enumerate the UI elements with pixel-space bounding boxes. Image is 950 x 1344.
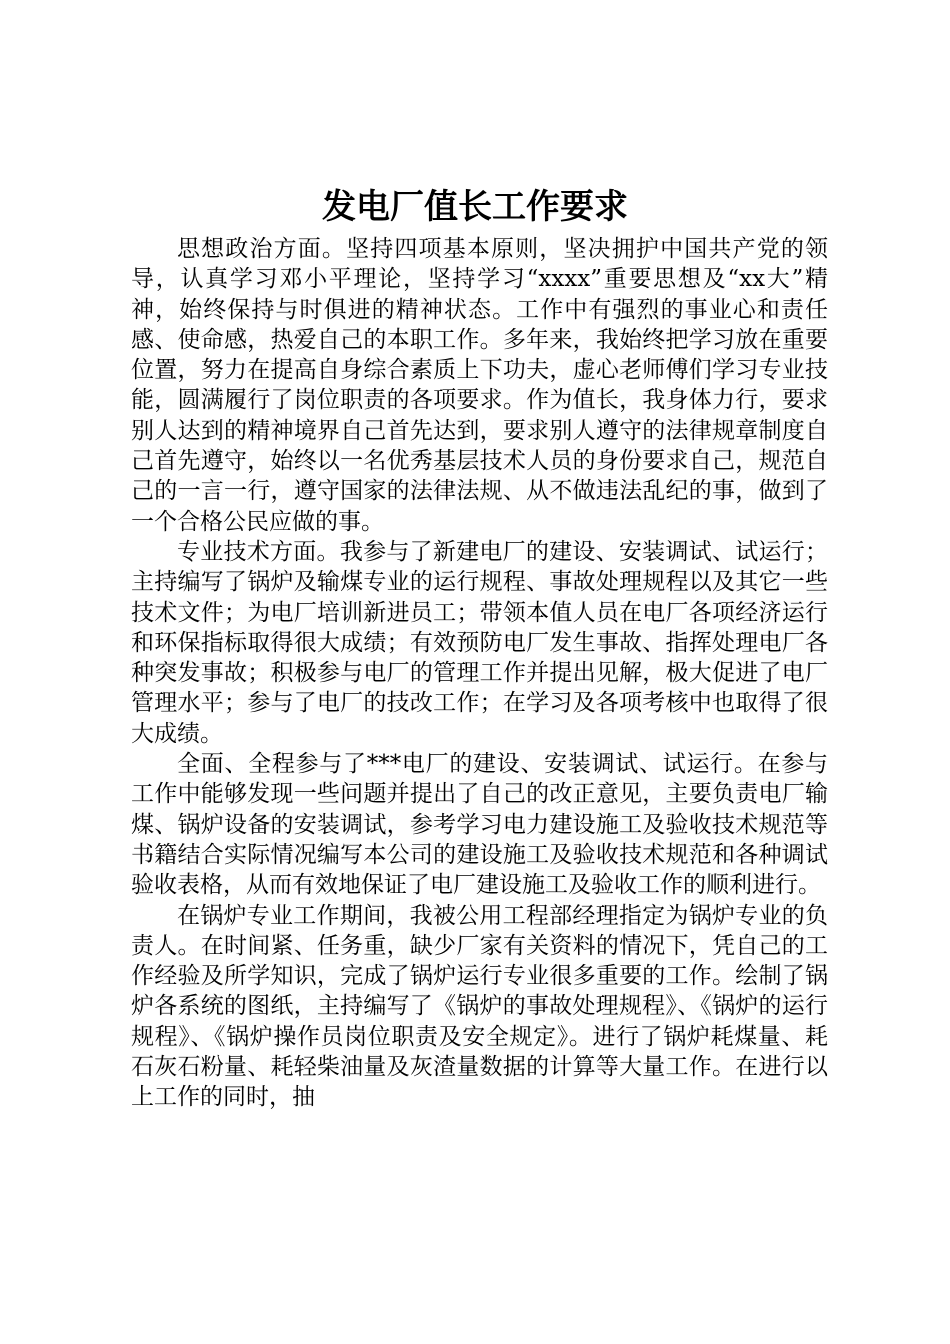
document-title: 发电厂值长工作要求 (322, 187, 628, 227)
paragraph-political: 思想政治方面。坚持四项基本原则，坚决拥护中国共产党的领导，认真学习邓小平理论，坚持学习“xxxx”重要思想及“xx大”精神，始终保持与时俱进的精神状态。工作中有强烈的事业心和责任感、使命感，热爱自己的本职工作。多年来，我始终把学习放在重要位置，努力在提高自身综合素质上下功夫，虚心老师傅们学习专业技能，圆满履行了岗位职责的各项要求。作为值长，我身体力行，要求别人达到的精神境界自己首先达到，要求别人遵守的法律规章制度自己首先遵守，始终以一名优秀基层技术人员的身份要求自己，规范自己的一言一行，遵守国家的法律法规、从不做违法乱纪的事，做到了一个合格公民应做的事。 (131, 236, 828, 535)
paragraph-construction: 全面、全程参与了***电厂的建设、安装调试、试运行。在参与工作中能够发现一些问题并提出了自己的改正意见，主要负责电厂输煤、锅炉设备的安装调试，参考学习电力建设施工及验收技术规范等书籍结合实际情况编写本公司的建设施工及验收技术规范和各种调试验收表格，从而有效地保证了电厂建设施工及验收工作的顺利进行。 (131, 751, 828, 899)
document-body (131, 234, 828, 1113)
paragraph-boiler: 在锅炉专业工作期间，我被公用工程部经理指定为锅炉专业的负责人。在时间紧、任务重，缺少厂家有关资料的情况下，凭自己的工作经验及所学知识，完成了锅炉运行专业很多重要的工作。绘制了锅炉各系统的图纸，主持编写了《锅炉的事故处理规程》、《锅炉的运行规程》、《锅炉操作员岗位职责及安全规定》。进行了锅炉耗煤量、耗石灰石粉量、耗轻柴油量及灰渣量数据的计算等大量工作。在进行以上工作的同时，抽 (131, 902, 828, 1111)
paragraph-technical: 专业技术方面。我参与了新建电厂的建设、安装调试、试运行；主持编写了锅炉及输煤专业的运行规程、事故处理规程以及其它一些技术文件；为电厂培训新进员工；带领本值人员在电厂各项经济运行和环保指标取得很大成绩；有效预防电厂发生事故、指挥处理电厂各种突发事故；积极参与电厂的管理工作并提出见解，极大促进了电厂管理水平；参与了电厂的技改工作；在学习及各项考核中也取得了很大成绩。 (131, 538, 828, 747)
